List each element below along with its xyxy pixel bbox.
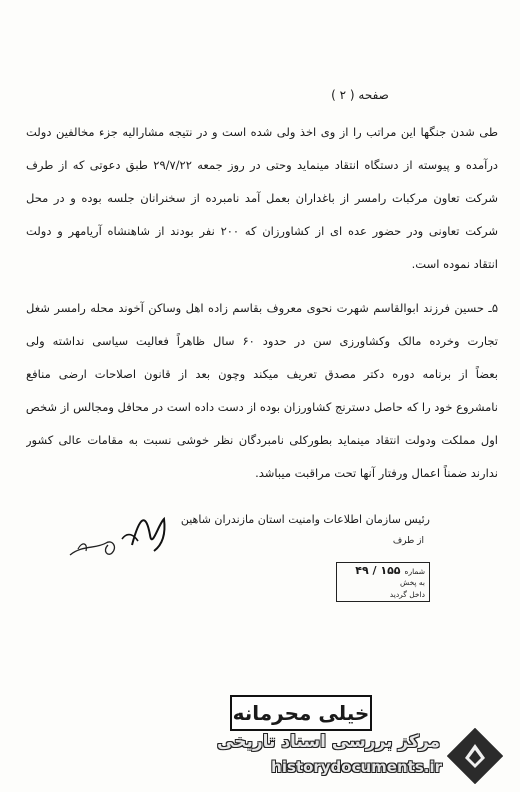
page-number: صفحه ( ۲ ): [331, 88, 389, 102]
signatory-title: رئیس سازمان اطلاعات وامنیت استان مازندران شاهین: [180, 513, 430, 526]
document-body: [26, 116, 498, 490]
signatory-on-behalf: از طرف: [392, 536, 424, 546]
body-line: ۵ـ حسین فرزند ابوالقاسم شهرت نحوی معروف بقاسم زاده اهل وساکن آخوند محله رامسر شغل: [26, 301, 498, 315]
body-line: نامشروع خود را که حاصل دسترنج کشاورزان بوده از دست داده است در محافل ومجالس از شخص: [26, 400, 498, 414]
body-line: طی شدن جنگها این مراتب را از وی اخذ ولی شده است و در نتیجه مشارالیه جزء مخالفین دولت: [26, 125, 498, 139]
stamp-label-number: شماره: [404, 567, 425, 576]
stamp-label-entered: داخل گردید: [389, 590, 425, 599]
signature-block: [100, 513, 430, 546]
body-line: تجارت وخرده مالک وکشاورزی سن در حدود ۶۰ سال ظاهراً فعالیت سیاسی نداشته ولی: [26, 334, 498, 348]
body-line: انتقاد نموده است.: [411, 257, 498, 271]
archive-logo-icon: [447, 728, 503, 784]
archive-watermark-name: مرکز بررسی اسناد تاریخی: [217, 732, 440, 752]
confidential-stamp: خیلی محرمانه: [230, 695, 372, 731]
body-line: شرکت تعاون مرکبات رامسر از باغداران بعمل آمد نامبرده از سخنرانان جلسه بوده و در محل: [26, 191, 498, 205]
registration-stamp: [336, 562, 430, 602]
body-line: درآمده و پیوسته از دستگاه انتقاد مینماید وحتی در روز جمعه ۲۹/۷/۲۲ طبق دعوتی که از طرف: [26, 158, 498, 172]
body-line: ندارند ضمناً اعمال ورفتار آنها تحت مراقبت میباشد.: [255, 466, 498, 480]
body-line: بعضاً از برنامه دوره دکتر مصدق تعریف میکند وچون بعد از قانون اصلاحات ارضی منافع: [26, 367, 498, 381]
body-line: شرکت تعاونی ودر حضور عده ای از کشاورزان که ۲۰۰ نفر بودند از شاهنشاه آریامهر و دولت: [26, 224, 498, 238]
stamp-number: ۱۵۵ / ۴۹: [355, 565, 401, 577]
body-line: اول مملکت ودولت انتقاد مینماید بطورکلی نامبردگان نظر خوشی نسبت به مقامات عالی کشور: [26, 433, 498, 447]
stamp-label-section: به پخش: [400, 578, 425, 587]
archive-watermark-url: historydocuments.ir: [271, 758, 442, 776]
